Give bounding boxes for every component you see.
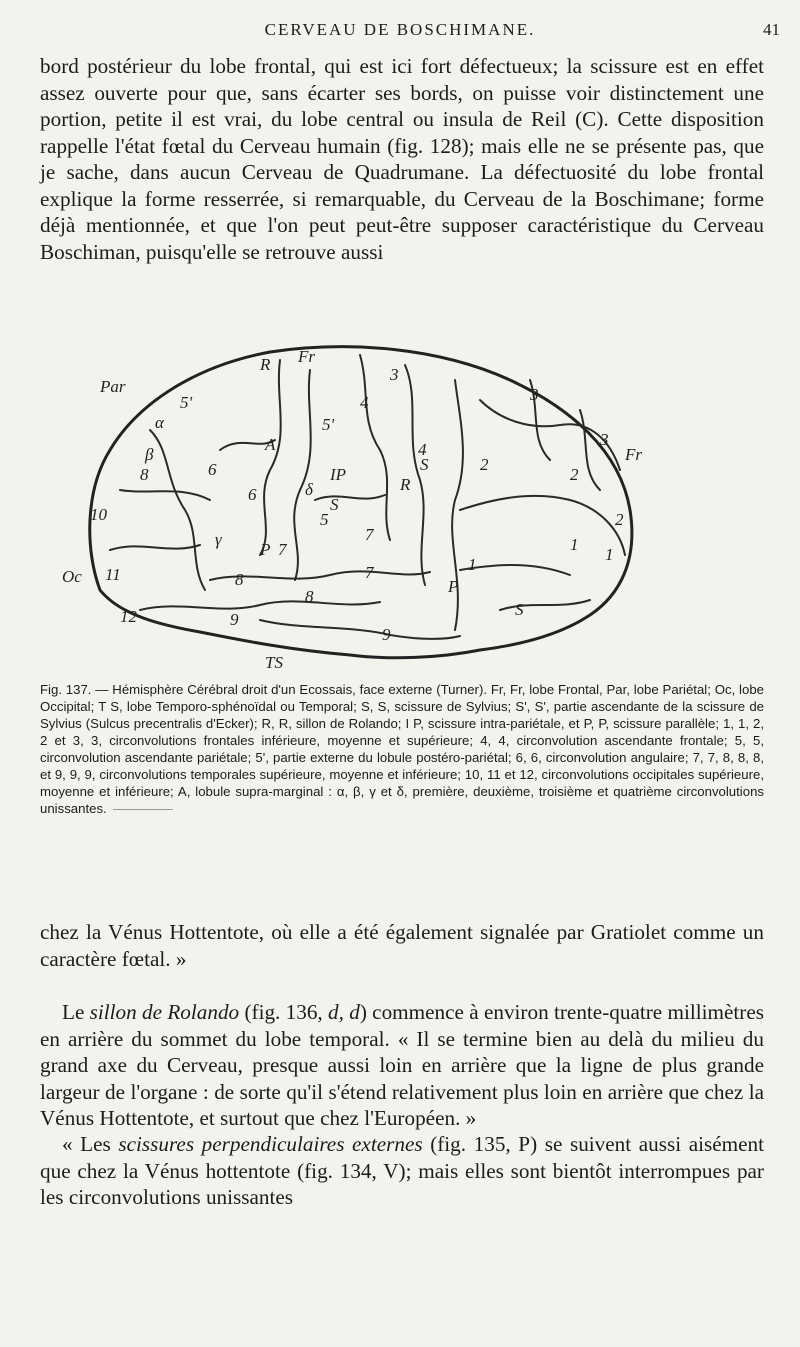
label-1a: 1 [468,555,477,574]
figure-labels [62,347,642,672]
label-8c: 8 [305,587,314,606]
label-1c: 1 [570,535,579,554]
paragraph-4 [40,1131,764,1211]
running-title: CERVEAU DE BOSCHIMANE. [264,20,536,39]
label-beta: β [145,445,154,464]
paragraph-3-term: sillon de Rolando [89,1000,240,1024]
label-2c: 2 [615,510,624,529]
label-9a: 9 [230,610,239,629]
running-head [0,20,800,44]
label-5: 5 [320,510,329,529]
paragraph-4-term: scissures perpendiculaires externes [118,1132,423,1156]
label-2a: 2 [480,455,489,474]
caption-text: — Hémisphère Cérébral droit d'un Ecossais, face externe (Turner). Fr, Fr, lobe Frontal, Par, lobe Pariétal; Oc, lobe Occipital; T S, lobe Temporo-sphénoïdal ou Temporal; S, S, scissure de Sylvius; S', S', partie ascendante de la scissure de Sylvius (Sulcus precentralis d'Ecker); R, R, sillon de Rolando; I P, scissure intra-pariétale, et P, P, scissure parallèle; 1, 1, 2, 2 et 3, 3, circonvolutions frontales inférieure, moyenne et supérieure; 4, 4, circonvolution ascendante frontale; 5, 5, circonvolution ascendante pariétale; 5', partie externe du lobule postéro-pariétal; 6, 6, circonvolution angulaire; 7, 7, 8, 8, 8, et 9, 9, 9, circonvolutions temporales supérieure, moyenne et inférieure; 10, 11 et 12, circonvolutions occipitales supérieure, moyenne et inférieure; A, lobule supra-marginal : α, β, γ et δ, première, deuxième, troisième et quatrième circonvolutions unissantes. [40,682,764,816]
figure-caption [40,681,764,817]
label-7a: 7 [278,540,287,559]
label-5p-a: 5' [180,393,193,412]
paragraph-4-rest: (fig. 135, P) se suivent aussi aisément que chez la Vénus hottentote (fig. 134, V); mais elles sont bientôt interrompues par les circonvolutions unissantes [40,1132,764,1209]
label-s-right: S [515,600,524,619]
label-12: 12 [120,607,137,626]
label-ip: IP [330,465,347,484]
label-8b: 8 [235,570,244,589]
brain-hemisphere-figure [60,340,640,670]
label-7c: 7 [365,563,374,582]
label-9b: 9 [382,625,391,644]
paragraph-3 [40,999,764,1132]
label-a: A [265,435,276,454]
caption-end-rule [113,809,173,810]
label-6a: 6 [208,460,217,479]
label-r-mid: R [400,475,411,494]
label-11: 11 [105,565,121,584]
paragraph-1: bord postérieur du lobe frontal, qui est ici fort défectueux; la scissure est en effet assez ouverte pour que, sans écarter ses bords, on puisse voir distinctement une portion, petite il est vrai, du lobe central ou insula de Reil (C). Cette disposition rappelle l'état fœtal du Cerveau humain (fig. 128); mais elle ne se présente pas, que je sache, dans aucun Cerveau de Quadrumane. La défectuosité du lobe frontal explique la forme resserrée, si remarquable, du Cerveau de la Boschimane; forme déjà mentionnée, et que l'on peut peut-être supposer caractéristique du Cerveau Boschiman, puisqu'elle se retrouve aussi [40,54,764,264]
label-par: Par [100,377,126,396]
label-3c: 3 [600,430,609,449]
label-s-mid: S [420,455,429,474]
label-fr-right: Fr [625,445,642,464]
paragraph-3-lead: Le [62,1000,90,1024]
label-gamma: γ [215,530,222,549]
paragraph-2: chez la Vénus Hottentote, où elle a été également signalée par Gratiolet comme un caractère fœtal. » [40,920,764,971]
label-3b: 3 [530,385,539,404]
label-4b: 4 [418,440,427,459]
label-8a: 8 [140,465,149,484]
label-r-top: R [260,355,271,374]
paragraph-3-rest: ) commence à environ trente-quatre millimètres en arrière du sommet du lobe temporal. « Il se termine bien au delà du milieu du grand axe du Cerveau, presque aussi loin en arrière que la ligne de plus grande largeur de l'organe : de sorte qu'il s'étend relativement plus loin en arrière que chez la Vénus Hottentote, et surtout que chez l'Européen. » [40,1000,765,1130]
label-alpha: α [155,413,164,432]
label-7b: 7 [365,525,374,544]
label-p-a: P [260,540,271,559]
label-2b: 2 [570,465,579,484]
label-s-low: S [330,495,339,514]
label-4a: 4 [360,393,369,412]
paragraph-4-lead: « Les [62,1132,119,1156]
label-fr-top: Fr [298,347,315,366]
label-ts: TS [265,653,283,672]
paragraph-3-ref-italic: d, d [328,1000,360,1024]
paragraph-3-ref-open: (fig. 136, [239,1000,329,1024]
label-5p-b: 5' [322,415,335,434]
label-delta: δ [305,480,313,499]
caption-fig-label: Fig. 137. [40,682,92,697]
label-10: 10 [90,505,107,524]
page-number: 41 [763,20,780,39]
label-3: 3 [390,365,399,384]
label-1b: 1 [605,545,614,564]
label-oc: Oc [62,567,82,586]
label-6b: 6 [248,485,257,504]
label-p-b: P [448,577,459,596]
